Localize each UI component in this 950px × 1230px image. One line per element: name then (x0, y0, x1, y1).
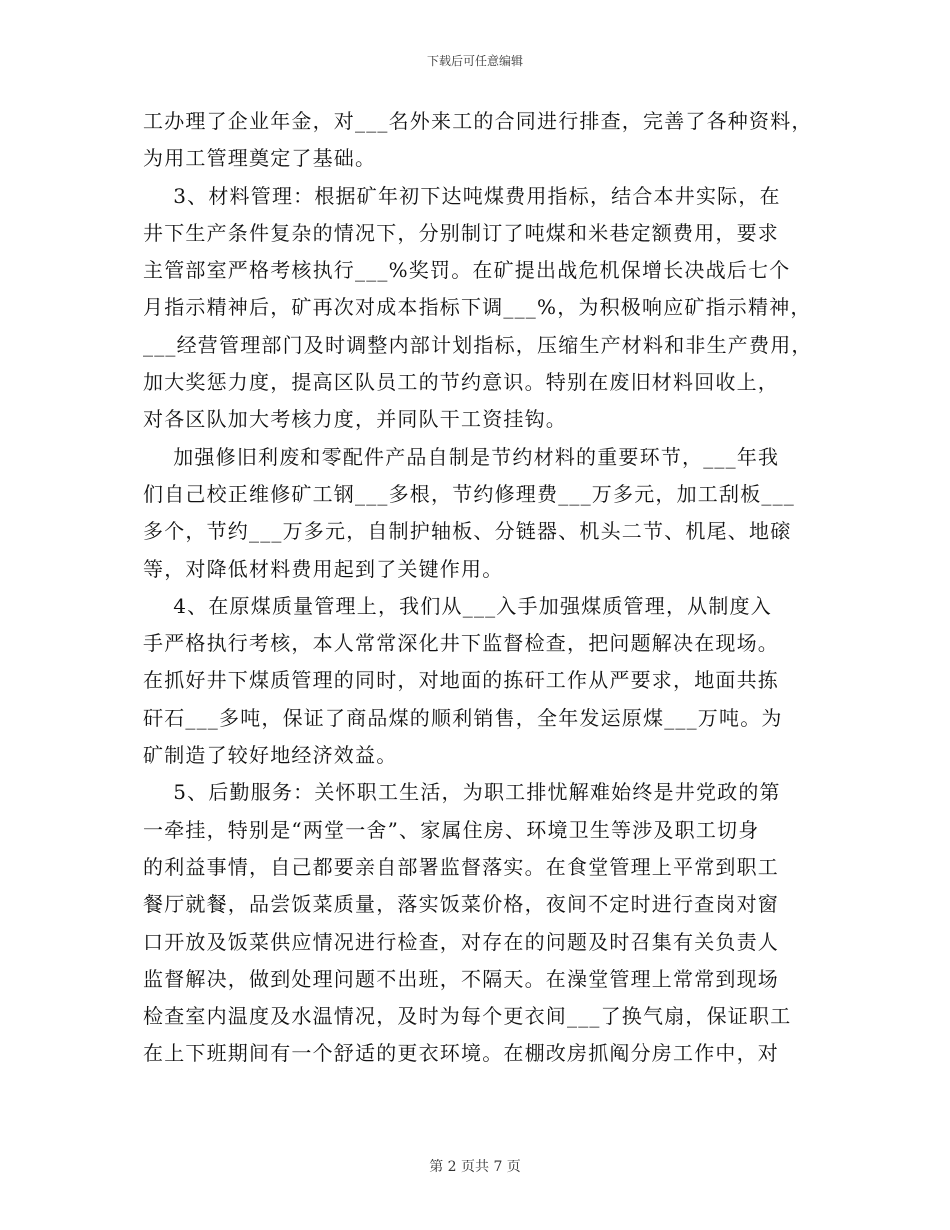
text-line: 手严格执行考核，本人常常深化井下监督检查，把问题解决在现场。 (143, 631, 779, 656)
text-line: 矸石___多吨，保证了商品煤的顺利销售，全年发运原煤___万吨。为 (143, 705, 783, 730)
text-line: 对各区队加大考核力度，并同队干工资挂钩。 (143, 407, 567, 432)
text-line: 监督解决，做到处理问题不出班，不隔天。在澡堂管理上常常到现场 (143, 966, 779, 991)
text-line: 5、后勤服务：关怀职工生活，为职工排忧解难始终是井党政的第 (143, 780, 781, 805)
text-line: 矿制造了较好地经济效益。 (143, 743, 398, 768)
paragraph-1 (143, 103, 815, 178)
paragraph-4 (143, 588, 815, 774)
text-line: 的利益事情，自己都要亲自部署监督落实。在食堂管理上平常到职工 (143, 854, 779, 879)
text-line: 们自己校正维修矿工钢___多根，节约修理费___万多元，加工刮板___ (143, 481, 795, 506)
text-line: 4、在原煤质量管理上，我们从___入手加强煤质管理，从制度入 (143, 593, 772, 618)
page-footer: 第 2 页共 7 页 (429, 1159, 521, 1175)
text-line: 为用工管理奠定了基础。 (143, 146, 377, 171)
text-line: 餐厅就餐，品尝饭菜质量，落实饭菜价格，夜间不定时进行查岗对窗 (143, 892, 779, 917)
text-line: 工办理了企业年金，对___名外来工的合同进行排查，完善了各种资料， (143, 109, 813, 133)
text-line: 多个，节约___万多元，自制护轴板、分链器、机头二节、机尾、地磙 (143, 519, 792, 544)
document-body (143, 103, 815, 1073)
paragraph-2 (143, 178, 815, 439)
text-line: ___经营管理部门及时调整内部计划指标，压缩生产材料和非生产费用， (143, 332, 813, 357)
text-line: 月指示精神后，矿再次对成本指标下调___%，为积极响应矿指示精神， (143, 295, 812, 320)
text-line: 一牵挂，特别是“两堂一舍”、家属住房、环境卫生等涉及职工切身 (143, 817, 760, 842)
text-line: 在上下班期间有一个舒适的更衣环境。在棚改房抓阄分房工作中，对 (143, 1041, 779, 1066)
paragraph-5 (143, 774, 815, 1072)
paragraph-3 (143, 439, 815, 588)
text-line: 等，对降低材料费用起到了关键作用。 (143, 556, 504, 581)
page-header: 下载后可任意编辑 (426, 54, 523, 68)
text-line: 加大奖惩力度，提高区队员工的节约意识。特别在废旧材料回收上， (143, 370, 779, 395)
text-line: 在抓好井下煤质管理的同时，对地面的拣矸工作从严要求，地面共拣 (143, 668, 779, 693)
text-line: 井下生产条件复杂的情况下，分别制订了吨煤和米巷定额费用，要求 (143, 220, 779, 245)
text-line: 加强修旧利废和零配件产品自制是节约材料的重要环节，___年我 (143, 444, 780, 469)
text-line: 口开放及饭菜供应情况进行检查，对存在的问题及时召集有关负责人 (143, 929, 779, 954)
text-line: 主管部室严格考核执行___%奖罚。在矿提出战危机保增长决战后七个 (143, 258, 791, 283)
text-line: 3、材料管理：根据矿年初下达吨煤费用指标，结合本井实际，在 (143, 183, 781, 208)
text-line: 检查室内温度及水温情况，及时为每个更衣间___了换气扇，保证职工 (143, 1004, 792, 1029)
